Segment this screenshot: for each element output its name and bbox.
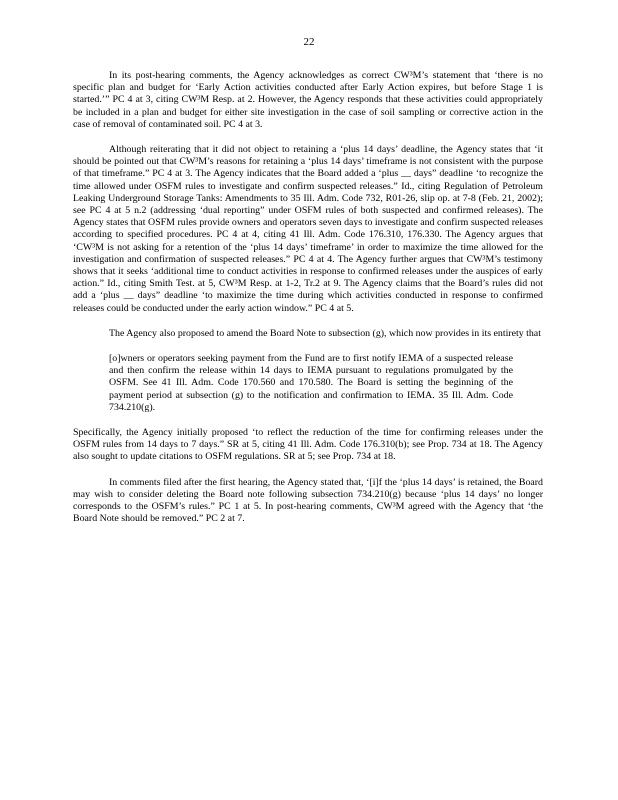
page-number: 22 [303, 36, 315, 48]
block-quote-board-note: [o]wners or operators seeking payment from the Fund are to first notify IEMA of a suspected release and then confirm the release within 14 days to IEMA pursuant to regulations promulgated by the OSFM. See 41 Ill. Adm. Code 170.560 and 170.580. The Board is setting the beginning of the payment period at subsection (g) to the notification and confirmation to IEMA. 35 Ill. Adm. Code 734.210(g). [109, 353, 513, 413]
paragraph-agency-acknowledges: In its post-hearing comments, the Agency acknowledges as correct CW³M’s statement that ‘there is no specific plan and budget for ‘Early Action activities conducted after Early Action expires, but before Stage 1 is started.’” PC 4 at 3, citing CW³M Resp. at 2. However, the Agency responds that these activities could appropriately be included in a plan and budget for either site investigation in the case of soil sampling or corrective action in the case of removal of contaminated soil. PC 4 at 3. [73, 70, 543, 130]
body-text [73, 70, 543, 526]
paragraph-comments-after-hearing: In comments filed after the first hearing, the Agency stated that, ‘[i]f the ‘plus 14 days’ is retained, the Board may wish to consider deleting the Board note following subsection 734.210(g) because ‘plus 14 days’ no longer corresponds to the OSFM’s rules.” PC 1 at 5. In post-hearing comments, CW³M agreed with the Agency that ‘the Board Note should be removed.” PC 2 at 7. [73, 476, 543, 525]
paragraph-plus-14-days: Although reiterating that it did not object to retaining a ‘plus 14 days’ deadline, the Agency states that ‘it should be pointed out that CW³M’s reasons for retaining a ‘plus 14 days’ timeframe is not consistent with the purpose of that timeframe.” PC 4 at 3. The Agency indicates that the Board added a ‘plus __ days” deadline ‘to recognize the time allowed under OSFM rules to investigate and confirm suspected releases.” Id., citing Regulation of Petroleum Leaking Underground Storage Tanks: Amendments to 35 Ill. Adm. Code 732, R01-26, slip op. at 7-8 (Feb. 21, 2002); see PC 4 at 5 n.2 (addressing ‘dual reporting” under OSFM rules of both suspected and confirmed releases). The Agency states that OSFM rules provide owners and operators seven days to investigate and confirm suspected releases according to specified procedures. PC 4 at 4, citing 41 Ill. Adm. Code 176.310, 176.330. The Agency argues that ‘CW³M is not asking for a retention of the ‘plus 14 days’ timeframe’ in order to maximize the time allowed for the investigation and confirmation of suspected releases.” PC 4 at 4. The Agency further argues that CW³M’s testimony shows that it seeks ‘additional time to conduct activities in response to confirmed releases under the auspices of early action.” Id., citing Smith Test. at 5, CW³M Resp. at 1-2, Tr.2 at 9. The Agency claims that the Board’s rules did not add a ‘plus __ days” deadline ‘to maximize the time during which activities conducted in response to confirmed releases could be conducted under the early action window.” PC 4 at 5. [73, 144, 543, 314]
paragraph-specifically: Specifically, the Agency initially proposed ‘to reflect the reduction of the time for confirming releases under the OSFM rules from 14 days to 7 days.” SR at 5, citing 41 Ill. Adm. Code 176.310(b); see Prop. 734 at 18. The Agency also sought to update citations to OSFM regulations. SR at 5; see Prop. 734 at 18. [73, 427, 543, 463]
paragraph-board-note-amend: The Agency also proposed to amend the Board Note to subsection (g), which now provides in its entirety that [109, 327, 541, 339]
